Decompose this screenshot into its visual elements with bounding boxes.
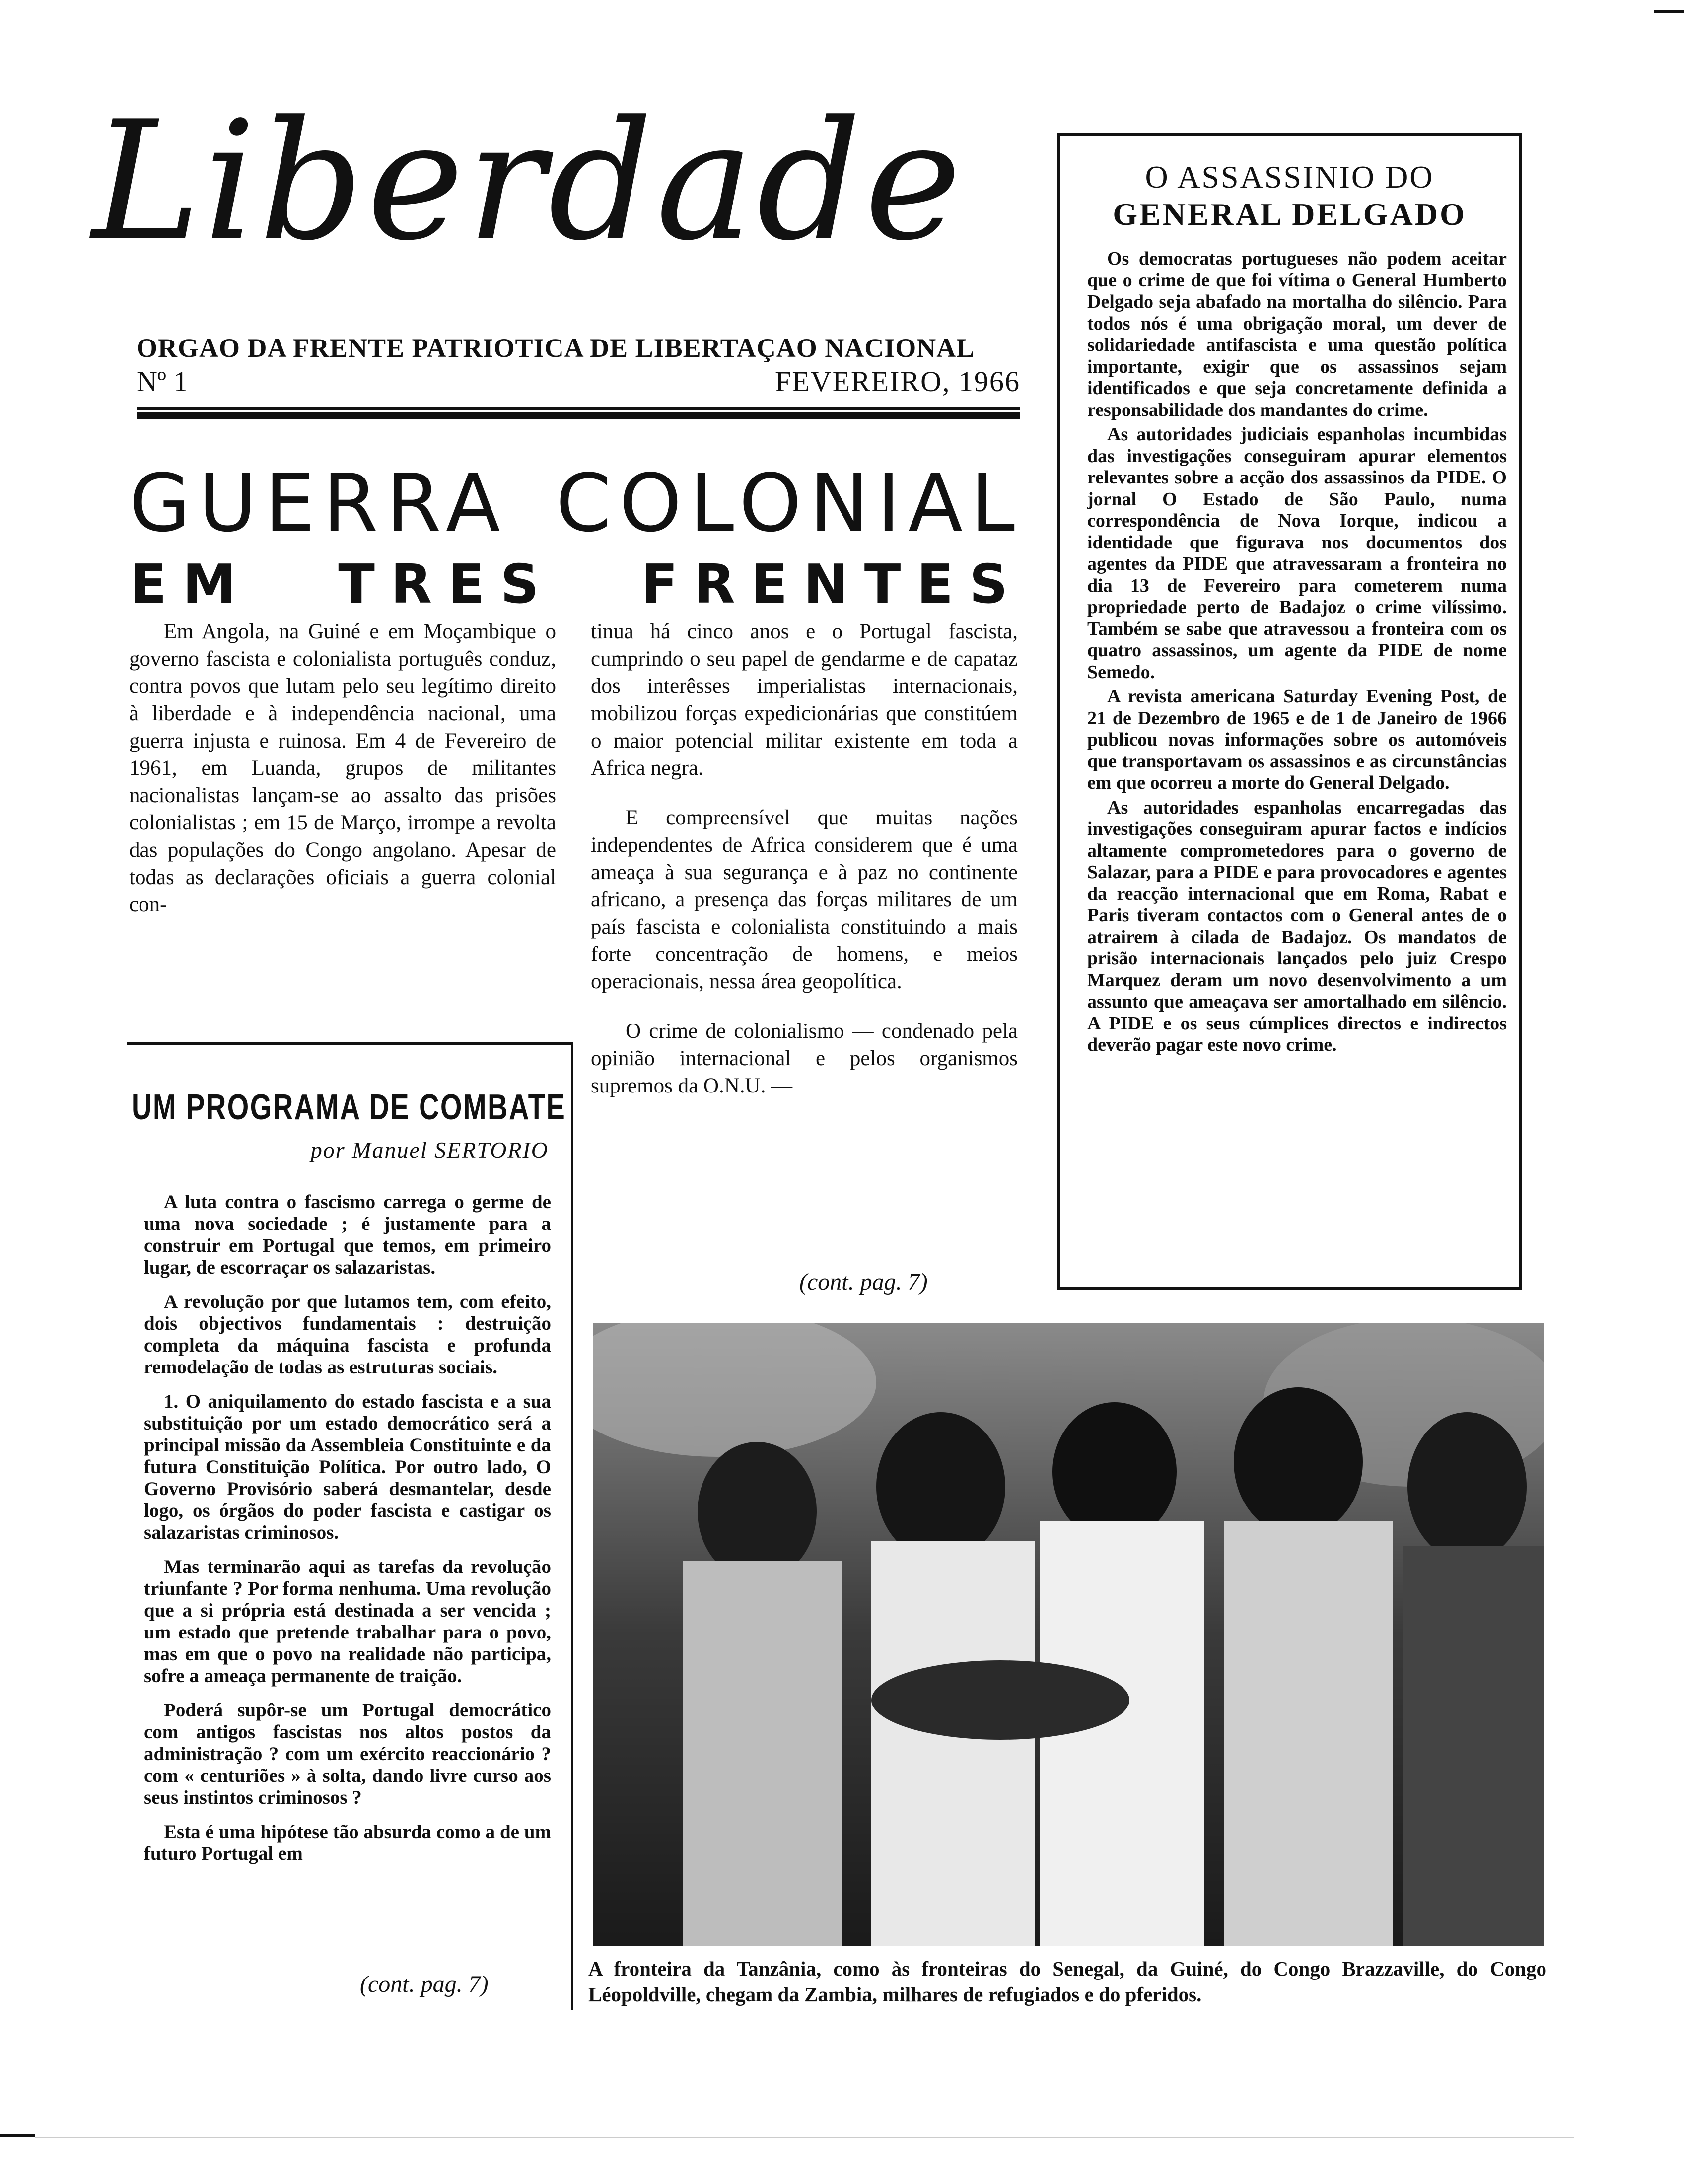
- program-box-rule-side: [571, 1042, 573, 2010]
- photo-placeholder-graphic: [593, 1323, 1544, 1946]
- program-paragraph: A revolução por que lutamos tem, com efeito, dois objectivos fundamentais : destruição completa da máquina fascista e profunda remodelação de todas as estruturas sociais.: [144, 1291, 551, 1378]
- program-box-rule-top: [127, 1042, 573, 1045]
- photo-caption: A fronteira da Tanzânia, como às fronteiras do Senegal, da Guiné, do Congo Brazzaville, do Congo Léopoldville, chegam da Zambia, milhares de refugiados e do pferidos.: [588, 1957, 1546, 2006]
- delgado-paragraph: A revista americana Saturday Evening Post, de 21 de Dezembro de 1965 e de 1 de Janeiro de 1966 publicou novas informações sobre os automóveis que transportavam os assassinos e as circunstâncias em que ocorreu a morte do General Delgado.: [1087, 686, 1507, 793]
- lead-paragraph: Em Angola, na Guiné e em Moçambique o governo fascista e colonialista português conduz, contra povos que lutam pelo seu legítimo direito à liberdade e à independência nacional, uma guerra injusta e ruinosa. Em 4 de Fevereiro de 1961, em Luanda, grupos de militantes nacionalistas lançam-se ao assalto das prisões colonialistas ; em 15 de Março, irrompe a revolta das populações do Congo angolano. Apesar de todas as declarações oficiais a guerra colonial con-: [129, 620, 556, 916]
- lead-paragraph: O crime de colonialismo — condenado pela opinião internacional e pelos organismos supremos da O.N.U. —: [591, 1020, 1018, 1097]
- masthead-title: Liberdade: [92, 86, 965, 276]
- lead-subheadline: [130, 553, 1024, 615]
- headline-word: GUERRA: [129, 457, 508, 549]
- lead-headline: [129, 457, 1023, 549]
- lead-paragraph: tinua há cinco anos e o Portugal fascista, cumprindo o seu papel de gendarme e de capataz dos interêsses imperialistas internacionais, mobilizou forças expedicionárias que constitúem o maior potencial militar existente em toda a Africa negra.: [591, 620, 1018, 780]
- lead-continued-note: (cont. pag. 7): [799, 1269, 928, 1295]
- program-paragraph: Mas terminarão aqui as tarefas da revolução triunfante ? Por forma nenhuma. Uma revolução que a si própria está destinada a ser vencida ; um estado que pretende trabalhar para o povo, mas em que o povo na realidade não participa, sofre a ameaça permanente de traição.: [144, 1556, 551, 1687]
- subhead-word: EM: [130, 553, 252, 615]
- refugees-photo: [593, 1323, 1544, 1946]
- program-article-body: [144, 1191, 551, 1877]
- delgado-paragraph: As autoridades judiciais espanholas incumbidas das investigações conseguiram apurar elementos relevantes sobre a acção dos assassinos da PIDE. O jornal O Estado de São Paulo, numa correspondência de Nova Iorque, indicou a identidade que figurava nos documentos dos agentes da PIDE que atravessaram a fronteira no dia 13 de Fevereiro para cometerem numa propriedade perto de Badajoz o crime vilíssimo. Também se sabe que atravessou a fronteira com os quatro assassinos, um agente da PIDE de nome Semedo.: [1087, 424, 1507, 682]
- delgado-paragraph: Os democratas portugueses não podem aceitar que o crime de que foi vítima o General Humberto Delgado seja abafado na mortalha do silêncio. Para todos nós é uma obrigação moral, um dever de solidariedade antifascista e uma questão política importante, exigir que os assassinos sejam identificados e que seja concretamente definida a responsabilidade dos mandantes do crime.: [1087, 248, 1507, 420]
- program-continued-note: (cont. pag. 7): [360, 1971, 489, 1997]
- masthead-rule-thin: [137, 407, 1020, 410]
- lead-article-right-column: [591, 618, 1018, 1122]
- program-paragraph: A luta contra o fascismo carrega o germe de uma nova sociedade ; é justamente para a construir em Portugal que temos, em primeiro lugar, de escorraçar os salazaristas.: [144, 1191, 551, 1278]
- delgado-paragraph: As autoridades espanholas encarregadas das investigações conseguiram apurar factos e indícios altamente comprometedores para o governo de Salazar, para a PIDE e para provocadores e agentes da reacção internacional que em Roma, Rabat e Paris tiveram contactos com o General antes de o atrairem à cilada de Badajoz. Os mandatos de prisão internacionais lançados pelo juiz Crespo Marquez deram um novo desenvolvimento a um assunto que ameaçava ser amortalhado em silêncio. A PIDE e os seus cúmplices directos e indirectos deverão pagar este novo crime.: [1087, 797, 1507, 1055]
- program-article-title: UM PROGRAMA DE COMBATE: [132, 1088, 566, 1127]
- scan-edge-mark: [1654, 10, 1684, 13]
- delgado-article-body: [1087, 248, 1507, 1059]
- lead-article-left-column: [129, 618, 556, 941]
- issue-date: FEVEREIRO, 1966: [775, 365, 1020, 398]
- scan-edge-mark: [0, 2134, 35, 2137]
- program-paragraph: 1. O aniquilamento do estado fascista e a sua substituição por um estado democrático será a principal missão da Assembleia Constituinte e da futura Constituição Política. Por outro lado, O Governo Provisório saberá desmantelar, desde logo, os órgãos do poder fascista e castigar os salazaristas criminosos.: [144, 1391, 551, 1543]
- masthead-rule-thick: [137, 412, 1020, 419]
- issue-number: Nº 1: [137, 365, 188, 398]
- delgado-title-line2: GENERAL DELGADO: [1113, 197, 1467, 232]
- program-article-byline: por Manuel SERTORIO: [310, 1137, 549, 1162]
- delgado-title-line1: O ASSASSINIO DO: [1145, 159, 1434, 195]
- program-paragraph: Poderá supôr-se um Portugal democrático com antigos fascistas nos altos postos da administração ? com um exército reaccionário ? com « centuriões » à solta, dando livre curso aos seus instintos criminosos ?: [144, 1700, 551, 1808]
- subhead-word: TRES: [338, 553, 555, 615]
- headline-word: COLONIAL: [556, 457, 1023, 549]
- program-paragraph: Esta é uma hipótese tão absurda como a de um futuro Portugal em: [144, 1821, 551, 1864]
- masthead-organ-line: ORGAO DA FRENTE PATRIOTICA DE LIBERTAÇAO NACIONAL: [137, 333, 975, 363]
- lead-paragraph: E compreensível que muitas nações independentes de Africa considerem que é uma ameaça à sua segurança e à paz no continente africano, a presença das forças militares de um país fascista e colonialista constituindo a mais forte concentração de homens, e meios operacionais, nessa área geopolítica.: [591, 806, 1018, 993]
- subhead-word: FRENTES: [641, 553, 1024, 615]
- scan-edge-line: [35, 2137, 1574, 2138]
